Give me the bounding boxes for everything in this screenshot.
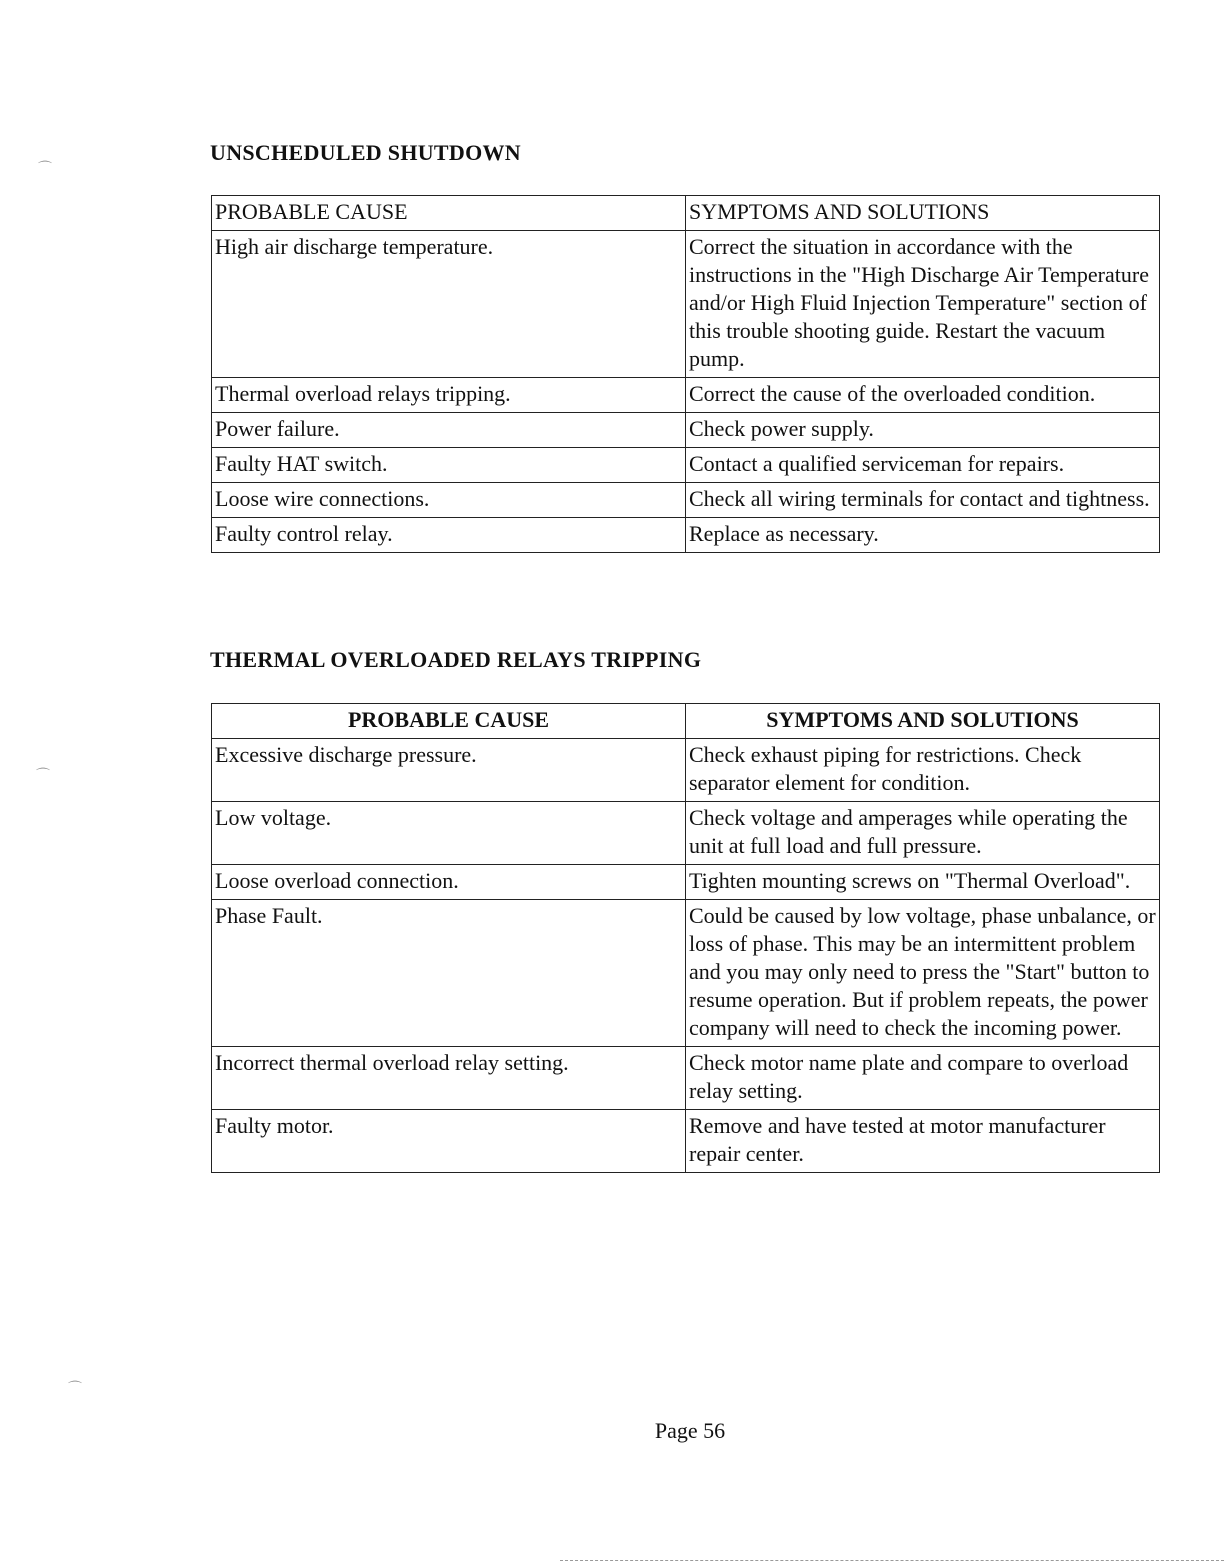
cause-cell: Phase Fault. xyxy=(212,900,686,1047)
solution-cell: Replace as necessary. xyxy=(686,518,1160,553)
table-header-row xyxy=(212,704,1160,739)
solution-cell: Contact a qualified serviceman for repairs. xyxy=(686,448,1160,483)
cause-cell: Thermal overload relays tripping. xyxy=(212,378,686,413)
cause-cell: Faulty HAT switch. xyxy=(212,448,686,483)
table-row xyxy=(212,231,1160,378)
column-header-probable-cause: PROBABLE CAUSE xyxy=(212,196,686,231)
table-row xyxy=(212,1047,1160,1110)
section-title-unscheduled-shutdown: UNSCHEDULED SHUTDOWN xyxy=(210,140,521,165)
solution-cell: Could be caused by low voltage, phase unbalance, or loss of phase. This may be an intermittent problem and you may only need to press the "Start" button to resume operation. But if problem repeats, the power company will need to check the incoming power. xyxy=(686,900,1160,1047)
solution-cell: Correct the cause of the overloaded condition. xyxy=(686,378,1160,413)
solution-cell: Check all wiring terminals for contact and tightness. xyxy=(686,483,1160,518)
scan-bottom-rule xyxy=(560,1560,1224,1561)
cause-cell: Loose wire connections. xyxy=(212,483,686,518)
thermal-overload-table xyxy=(211,703,1160,1173)
column-header-probable-cause: PROBABLE CAUSE xyxy=(212,704,686,739)
solution-cell: Check exhaust piping for restrictions. Check separator element for condition. xyxy=(686,739,1160,802)
table-row xyxy=(212,518,1160,553)
section-title-thermal-overloaded-relays: THERMAL OVERLOADED RELAYS TRIPPING xyxy=(210,647,702,672)
scan-speck-mark: ⌒ xyxy=(38,161,52,177)
cause-cell: Low voltage. xyxy=(212,802,686,865)
page-number: Page 56 xyxy=(654,1418,726,1443)
unscheduled-shutdown-table xyxy=(211,195,1160,553)
column-header-symptoms-solutions: SYMPTOMS AND SOLUTIONS xyxy=(686,704,1160,739)
table-row xyxy=(212,739,1160,802)
solution-cell: Remove and have tested at motor manufacturer repair center. xyxy=(686,1110,1160,1173)
cause-cell: Loose overload connection. xyxy=(212,865,686,900)
table-row xyxy=(212,1110,1160,1173)
table-row xyxy=(212,900,1160,1047)
table-row xyxy=(212,378,1160,413)
scan-speck-mark: ⌒ xyxy=(68,1381,82,1397)
solution-cell: Tighten mounting screws on "Thermal Overload". xyxy=(686,865,1160,900)
solution-cell: Check motor name plate and compare to overload relay setting. xyxy=(686,1047,1160,1110)
table-row xyxy=(212,483,1160,518)
cause-cell: Incorrect thermal overload relay setting. xyxy=(212,1047,686,1110)
column-header-symptoms-solutions: SYMPTOMS AND SOLUTIONS xyxy=(686,196,1160,231)
cause-cell: High air discharge temperature. xyxy=(212,231,686,378)
cause-cell: Faulty motor. xyxy=(212,1110,686,1173)
solution-cell: Correct the situation in accordance with the instructions in the "High Discharge Air Temperature and/or High Fluid Injection Temperature" section of this trouble shooting guide. Restart the vacuum pump. xyxy=(686,231,1160,378)
cause-cell: Excessive discharge pressure. xyxy=(212,739,686,802)
solution-cell: Check voltage and amperages while operating the unit at full load and full pressure. xyxy=(686,802,1160,865)
table-header-row xyxy=(212,196,1160,231)
cause-cell: Power failure. xyxy=(212,413,686,448)
table-row xyxy=(212,802,1160,865)
scan-speck-mark: ⌒ xyxy=(36,768,50,784)
table-row xyxy=(212,413,1160,448)
table-row xyxy=(212,448,1160,483)
solution-cell: Check power supply. xyxy=(686,413,1160,448)
cause-cell: Faulty control relay. xyxy=(212,518,686,553)
table-row xyxy=(212,865,1160,900)
